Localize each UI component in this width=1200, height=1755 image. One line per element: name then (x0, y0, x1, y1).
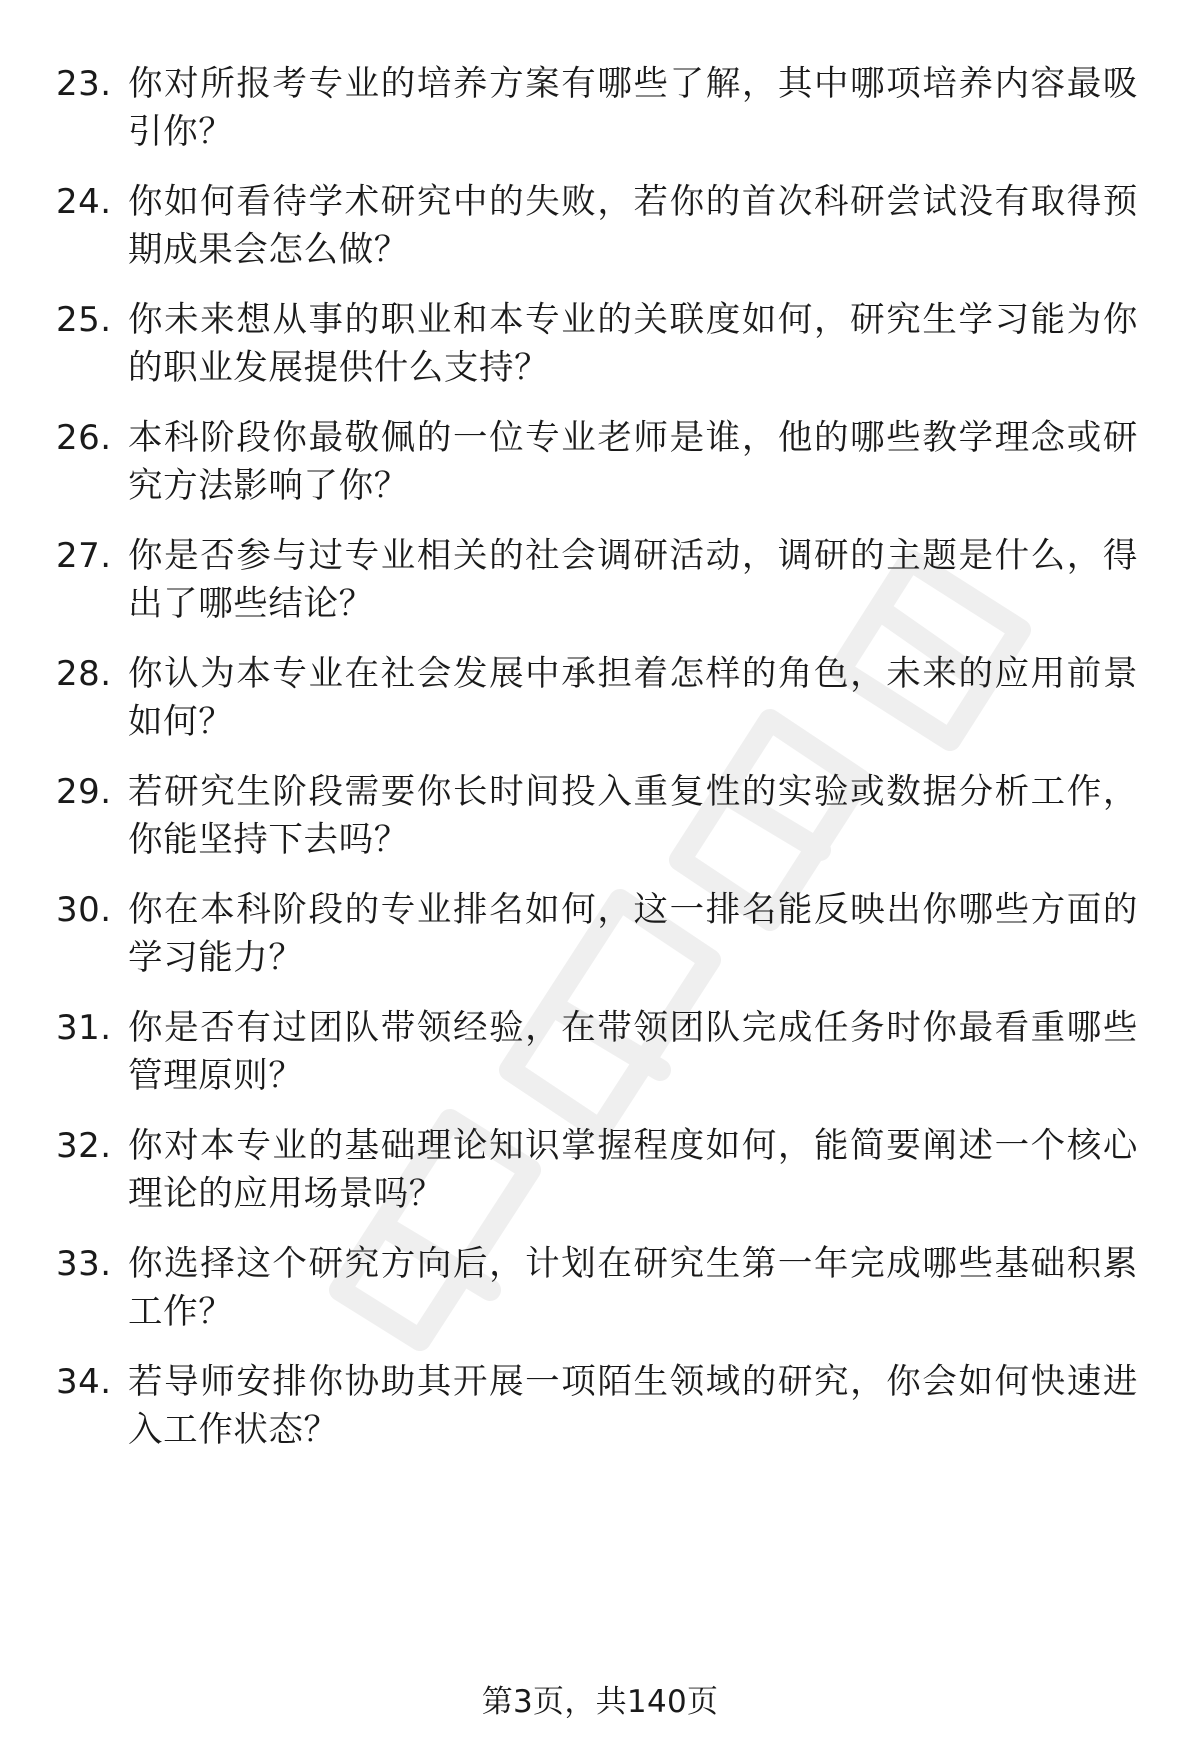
page-number-label: 第3页，共140页 (481, 1684, 719, 1720)
question-number: 31. (56, 1008, 112, 1048)
question-text: 你对本专业的基础理论知识掌握程度如何，能简要阐述一个核心理论的应用场景吗？ (128, 1126, 1138, 1214)
question-number: 26. (56, 418, 112, 458)
question-number: 32. (56, 1126, 112, 1166)
question-text: 你认为本专业在社会发展中承担着怎样的角色，未来的应用前景如何？ (128, 654, 1138, 742)
question-text: 你未来想从事的职业和本专业的关联度如何，研究生学习能为你的职业发展提供什么支持？ (128, 300, 1138, 388)
question-number: 30. (56, 890, 112, 930)
question-text: 若导师安排你协助其开展一项陌生领域的研究，你会如何快速进入工作状态？ (128, 1362, 1138, 1450)
question-number: 23. (56, 64, 112, 104)
question-number: 29. (56, 772, 112, 812)
question-number: 24. (56, 182, 112, 222)
page-footer (0, 1682, 1200, 1722)
question-text: 你对所报考专业的培养方案有哪些了解，其中哪项培养内容最吸引你？ (128, 64, 1138, 152)
question-number: 34. (56, 1362, 112, 1402)
question-number: 33. (56, 1244, 112, 1284)
question-number: 25. (56, 300, 112, 340)
question-text: 你选择这个研究方向后，计划在研究生第一年完成哪些基础积累工作？ (128, 1244, 1138, 1332)
question-text: 本科阶段你最敬佩的一位专业老师是谁，他的哪些教学理念或研究方法影响了你？ (128, 418, 1138, 506)
question-text: 若研究生阶段需要你长时间投入重复性的实验或数据分析工作，你能坚持下去吗？ (128, 772, 1138, 860)
question-text: 你如何看待学术研究中的失败，若你的首次科研尝试没有取得预期成果会怎么做？ (128, 182, 1138, 270)
question-number: 28. (56, 654, 112, 694)
question-text: 你在本科阶段的专业排名如何，这一排名能反映出你哪些方面的学习能力？ (128, 890, 1138, 978)
question-text: 你是否有过团队带领经验，在带领团队完成任务时你最看重哪些管理原则？ (128, 1008, 1138, 1096)
question-number: 27. (56, 536, 112, 576)
question-text: 你是否参与过专业相关的社会调研活动，调研的主题是什么，得出了哪些结论？ (128, 536, 1138, 624)
